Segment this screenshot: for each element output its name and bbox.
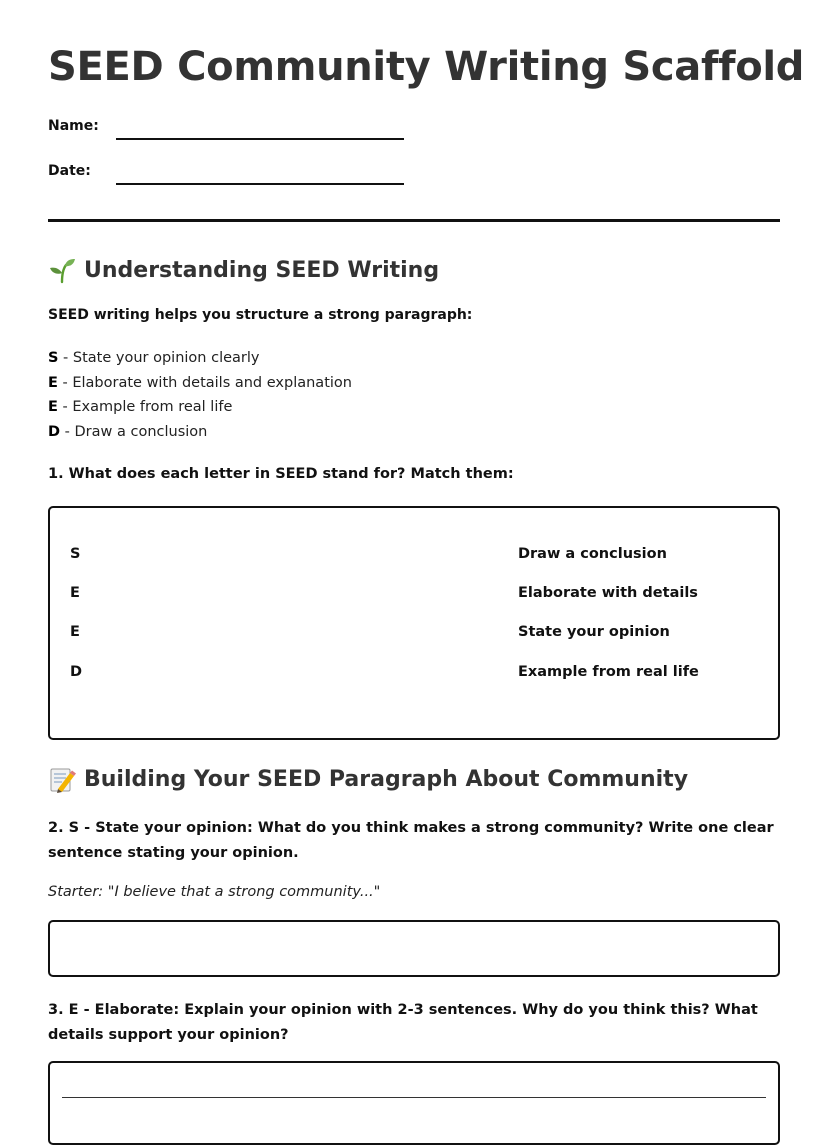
section-heading-building bbox=[48, 765, 688, 793]
list-item bbox=[48, 420, 352, 445]
question-3: 3. E - Elaborate: Explain your opinion with 2-3 sentences. Why do you think this? What details support your opinion? bbox=[48, 1002, 758, 1043]
date-label: Date: bbox=[48, 163, 91, 179]
match-letter[interactable]: S bbox=[70, 546, 81, 562]
match-definition[interactable]: Elaborate with details bbox=[518, 585, 698, 601]
match-definition[interactable]: Example from real life bbox=[518, 664, 699, 680]
match-definition[interactable]: Draw a conclusion bbox=[518, 546, 667, 562]
seed-letter: E bbox=[48, 374, 58, 391]
list-item bbox=[48, 371, 352, 396]
name-label: Name: bbox=[48, 118, 99, 134]
header-divider bbox=[48, 219, 780, 222]
name-input-line[interactable] bbox=[116, 138, 404, 140]
memo-pencil-icon bbox=[48, 765, 76, 793]
section-heading-text: Building Your SEED Paragraph About Community bbox=[84, 766, 689, 792]
match-letter[interactable]: E bbox=[70, 624, 80, 640]
list-item bbox=[48, 346, 352, 371]
answer-line bbox=[62, 1097, 766, 1098]
section-heading-text: Understanding SEED Writing bbox=[84, 257, 440, 283]
list-item bbox=[48, 395, 352, 420]
page-title: SEED Community Writing Scaffold bbox=[48, 44, 805, 90]
seed-meaning: - Elaborate with details and explanation bbox=[57, 374, 352, 391]
match-letter[interactable]: D bbox=[70, 664, 83, 680]
seed-meaning: - Draw a conclusion bbox=[60, 423, 208, 440]
name-field bbox=[48, 118, 448, 142]
seed-letter: S bbox=[48, 350, 59, 366]
seed-meaning: - Example from real life bbox=[57, 399, 233, 415]
date-input-line[interactable] bbox=[116, 183, 404, 185]
seed-letter: D bbox=[48, 423, 61, 440]
question-2: 2. S - State your opinion: What do you think makes a strong community? Write one clear sentence stating your opinion. bbox=[48, 820, 774, 861]
seed-meaning: - State your opinion clearly bbox=[58, 350, 260, 366]
sentence-starter: Starter: "I believe that a strong community..." bbox=[48, 884, 381, 900]
question-1: 1. What does each letter in SEED stand for? Match them: bbox=[48, 466, 514, 482]
elaborate-answer-box[interactable] bbox=[48, 1061, 780, 1145]
seed-letter: E bbox=[48, 399, 58, 415]
seed-list bbox=[48, 346, 352, 444]
opinion-answer-box[interactable] bbox=[48, 920, 780, 977]
seedling-icon bbox=[48, 256, 76, 284]
date-field bbox=[48, 163, 448, 187]
match-letter[interactable]: E bbox=[70, 585, 80, 601]
seed-intro: SEED writing helps you structure a strong paragraph: bbox=[48, 307, 473, 323]
match-definition[interactable]: State your opinion bbox=[518, 624, 670, 640]
matching-box bbox=[48, 506, 780, 740]
section-heading-understanding bbox=[48, 256, 439, 284]
